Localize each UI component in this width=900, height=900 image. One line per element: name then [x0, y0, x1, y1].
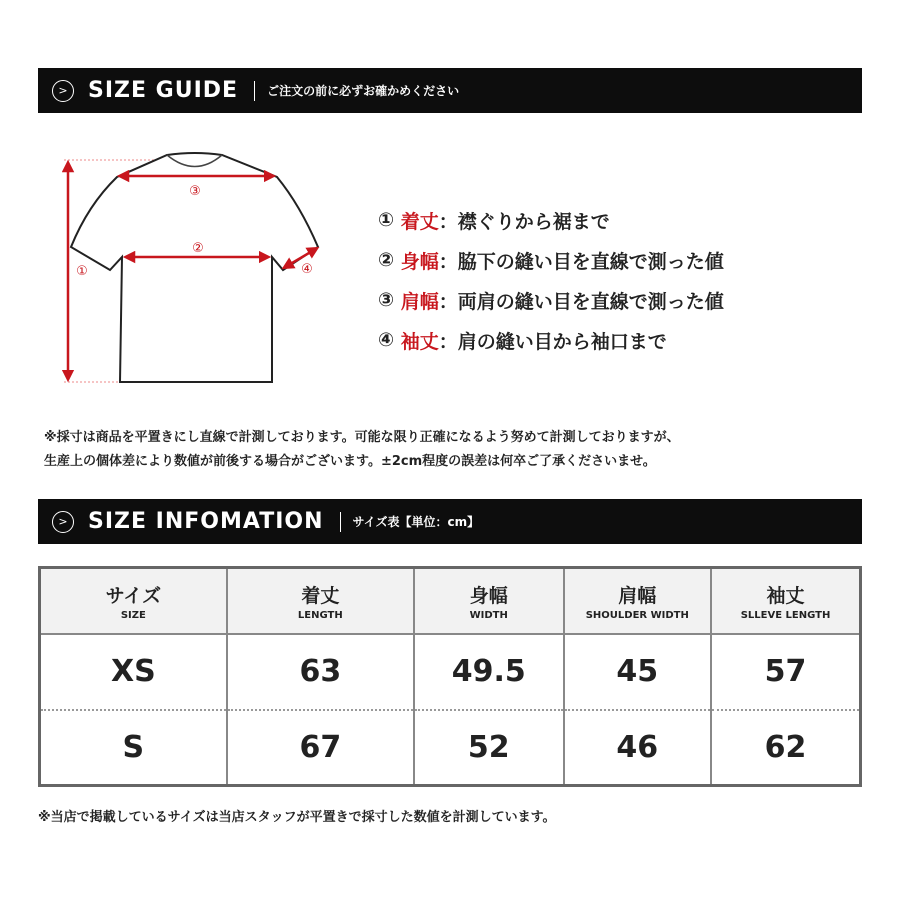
size-info-header: [38, 499, 862, 544]
table-header-row: [40, 568, 861, 634]
legend-num: ②: [378, 249, 395, 271]
legend-item: [378, 240, 724, 280]
table-row: [40, 634, 861, 710]
divider: [340, 512, 341, 532]
tshirt-diagram: [40, 140, 340, 390]
chevron-right-circle-icon: >: [52, 80, 74, 102]
legend-desc: ：襟ぐりから裾まで: [438, 210, 610, 233]
size-guide-subtitle: ご注文の前に必ずお確かめください: [267, 84, 460, 98]
cell-size: S: [122, 729, 145, 765]
cell-shoulder: 45: [564, 634, 712, 710]
measurement-legend: [378, 200, 724, 360]
note-line: ※採寸は商品を平置きにし直線で計測しております。可能な限り正確になるよう努めて計測しておりますが、: [44, 430, 680, 445]
label-2: ②: [192, 241, 204, 256]
legend-item: [378, 280, 724, 320]
cell-sleeve: 57: [711, 634, 860, 710]
size-info-subtitle: サイズ表【単位：cm】: [352, 515, 480, 529]
legend-key: 身幅: [400, 250, 439, 273]
size-guide-header: [38, 68, 862, 113]
header-cell: 身幅 WIDTH: [414, 568, 564, 634]
legend-item: [378, 200, 724, 240]
table-row: [40, 710, 861, 786]
legend-num: ④: [378, 329, 395, 351]
legend-num: ①: [378, 209, 395, 231]
legend-item: [378, 320, 724, 360]
legend-key: 着丈: [400, 210, 439, 233]
legend-num: ③: [378, 289, 395, 311]
header-cell: 着丈 LENGTH: [227, 568, 414, 634]
cell-width: 52: [414, 710, 564, 786]
cell-sleeve: 62: [711, 710, 860, 786]
cell-width: 49.5: [414, 634, 564, 710]
header-cell: 肩幅 SHOULDER WIDTH: [564, 568, 712, 634]
measurement-note: [44, 426, 680, 474]
legend-desc: ：脇下の縫い目を直線で測った値: [438, 250, 724, 273]
size-table: [38, 566, 862, 787]
chevron-right-circle-icon: >: [52, 511, 74, 533]
cell-size: XS: [40, 634, 227, 710]
note-line: 生産上の個体差により数値が前後する場合がございます。±2cm程度の誤差は何卒ご了承くださいませ。: [44, 454, 656, 469]
size-info-title: SIZE INFOMATION: [88, 509, 324, 534]
header-cell: サイズ SIZE: [40, 568, 227, 634]
header-cell: 袖丈 SLLEVE LENGTH: [711, 568, 860, 634]
cell-shoulder: 46: [564, 710, 712, 786]
label-3: ③: [189, 184, 201, 199]
legend-key: 肩幅: [400, 290, 439, 313]
label-1: ①: [76, 264, 88, 279]
footer-note: ※当店で掲載しているサイズは当店スタッフが平置きで採寸した数値を計測しています。: [38, 810, 556, 825]
legend-desc: ：肩の縫い目から袖口まで: [438, 330, 667, 353]
legend-desc: ：両肩の縫い目を直線で測った値: [438, 290, 724, 313]
cell-length: 67: [227, 710, 414, 786]
label-4: ④: [301, 262, 313, 277]
cell-length: 63: [227, 634, 414, 710]
legend-key: 袖丈: [400, 330, 439, 353]
divider: [254, 81, 255, 101]
size-guide-title: SIZE GUIDE: [88, 78, 239, 103]
